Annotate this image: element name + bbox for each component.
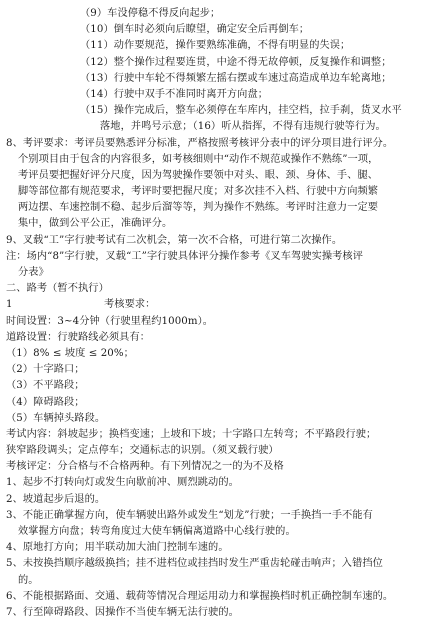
- fail-item-1: 1、起步不打转向灯或发生向歇前冲、厕烈跳动的。: [6, 477, 239, 489]
- item-8-line-5: 两边摆、车速控制不稳、起步后溜等等，判为操作不熟练。考评时注意力一定要: [18, 202, 379, 214]
- exam-requirement-label: 考核要求：: [104, 299, 156, 311]
- road-item-3: （3）不平路段；: [6, 380, 85, 392]
- road-item-4: （4）障碍路段；: [6, 396, 85, 408]
- exam-content-line-2: 狭窄路段调头；定点停车；交通标志的识别。（须叉载行驶）: [6, 445, 279, 457]
- item-9: 9、叉载“工”字行驶考试有二次机会，第一次不合格，可进行第二次操作。: [6, 234, 343, 246]
- road-setting: 道路设置：行驶路线必须具有：: [6, 331, 151, 343]
- road-item-5: （5）车辆掉头路段。: [6, 412, 106, 424]
- fail-item-7: 7、行至障碍路段、因操作不当使车辆无法行驶的。: [6, 606, 239, 618]
- note-line-1: 注：场内“8”字行驶，叉载“工”字行驶具体评分操作参考《叉车驾驶实操考核评: [6, 250, 364, 262]
- fail-item-3: 3、不能正确掌握方向，使车辆驶出路外或发生“划龙”行驶；一手换挡一手不能有: [6, 509, 373, 521]
- fail-item-5-cont: 的。: [18, 574, 39, 586]
- rule-item-11: （11）动作要规范，操作要熟练准确，不得有明显的失误；: [80, 40, 351, 52]
- item-8-line-3: 考评员要把握好评分尺度，因为驾驶操作要领中对头、眼、颈、身体、手、腿、: [18, 169, 379, 181]
- rule-item-13: （13）行驶中车轮不得频繁左摇右摆或车速过高造成单边车轮离地；: [80, 72, 392, 84]
- rule-item-10: （10）倒车时必须向后瞭望，确定安全后再倒车；: [80, 24, 310, 36]
- exam-content-line-1: 考试内容：斜坡起步；换档变速；上坡和下坡；十字路口左转弯；不平路段行驶；: [6, 428, 377, 440]
- rule-item-15: （15）操作完成后，整车必须停在车库内，挂空档，拉手刹，货叉水平: [80, 105, 402, 117]
- time-setting: 时间设置：3~4分钟（行驶里程约1000m）。: [6, 315, 214, 327]
- item-8-line-6: 集中，做到公平公正，准确评分。: [18, 218, 173, 230]
- rule-item-15-cont: 落地，并鸣号示意；（16）听从指挥，不得有违规行驶等行为。: [100, 121, 386, 133]
- fail-item-5: 5、未按换挡顺序越级换挡；挂不进档位或挂挡时发生严重齿轮碰击响声；入错挡位: [6, 558, 383, 570]
- exam-evaluation: 考核评定：分合格与不合格两种。有下列情况之一的为不及格: [6, 461, 284, 473]
- road-item-2: （2）十字路口；: [6, 364, 85, 376]
- note-line-2: 分表》: [18, 267, 49, 278]
- section-2-title: 二、路考（暂不执行）: [6, 283, 109, 295]
- exam-requirement-row: [6, 297, 437, 313]
- rule-item-12: （12）整个操作过程要连贯，中途不得无故停顿，反复操作和调整；: [80, 56, 392, 68]
- rule-item-14: （14）行驶中双手不准同时离开方向盘；: [80, 88, 269, 100]
- item-8-line-4: 脚等部位都有规范要求，考评时要把握尺度；对多次挂不入档、行驶中方向频繁: [18, 186, 379, 198]
- item-8-line-2: 个别项目由于包含的内容很多，如考核细则中“动作不规范或操作不熟练”一项，: [18, 153, 379, 165]
- road-item-1: （1）8% ≤ 坡度 ≤ 20%；: [6, 347, 134, 359]
- fail-item-2: 2、坡道起步后退的。: [6, 493, 106, 505]
- fail-item-6: 6、不能根据路面、交通、载荷等情况合理运用动力和掌握换档时机正确控制车速的。: [6, 590, 394, 602]
- item-8-line-1: 8、考评要求：考评员要熟悉评分标准，严格按照考核评分表中的评分项目进行评分。: [6, 137, 394, 149]
- exam-number: 1: [6, 299, 13, 311]
- rule-item-9: （9）车没停稳不得反向起步；: [80, 8, 221, 19]
- fail-item-4: 4、原地打方向；用半联动加大油门控制车速的。: [6, 542, 229, 554]
- fail-item-3-cont: 效掌握方向盘；转弯角度过大使车辆偏离道路中心线行驶的。: [18, 526, 296, 537]
